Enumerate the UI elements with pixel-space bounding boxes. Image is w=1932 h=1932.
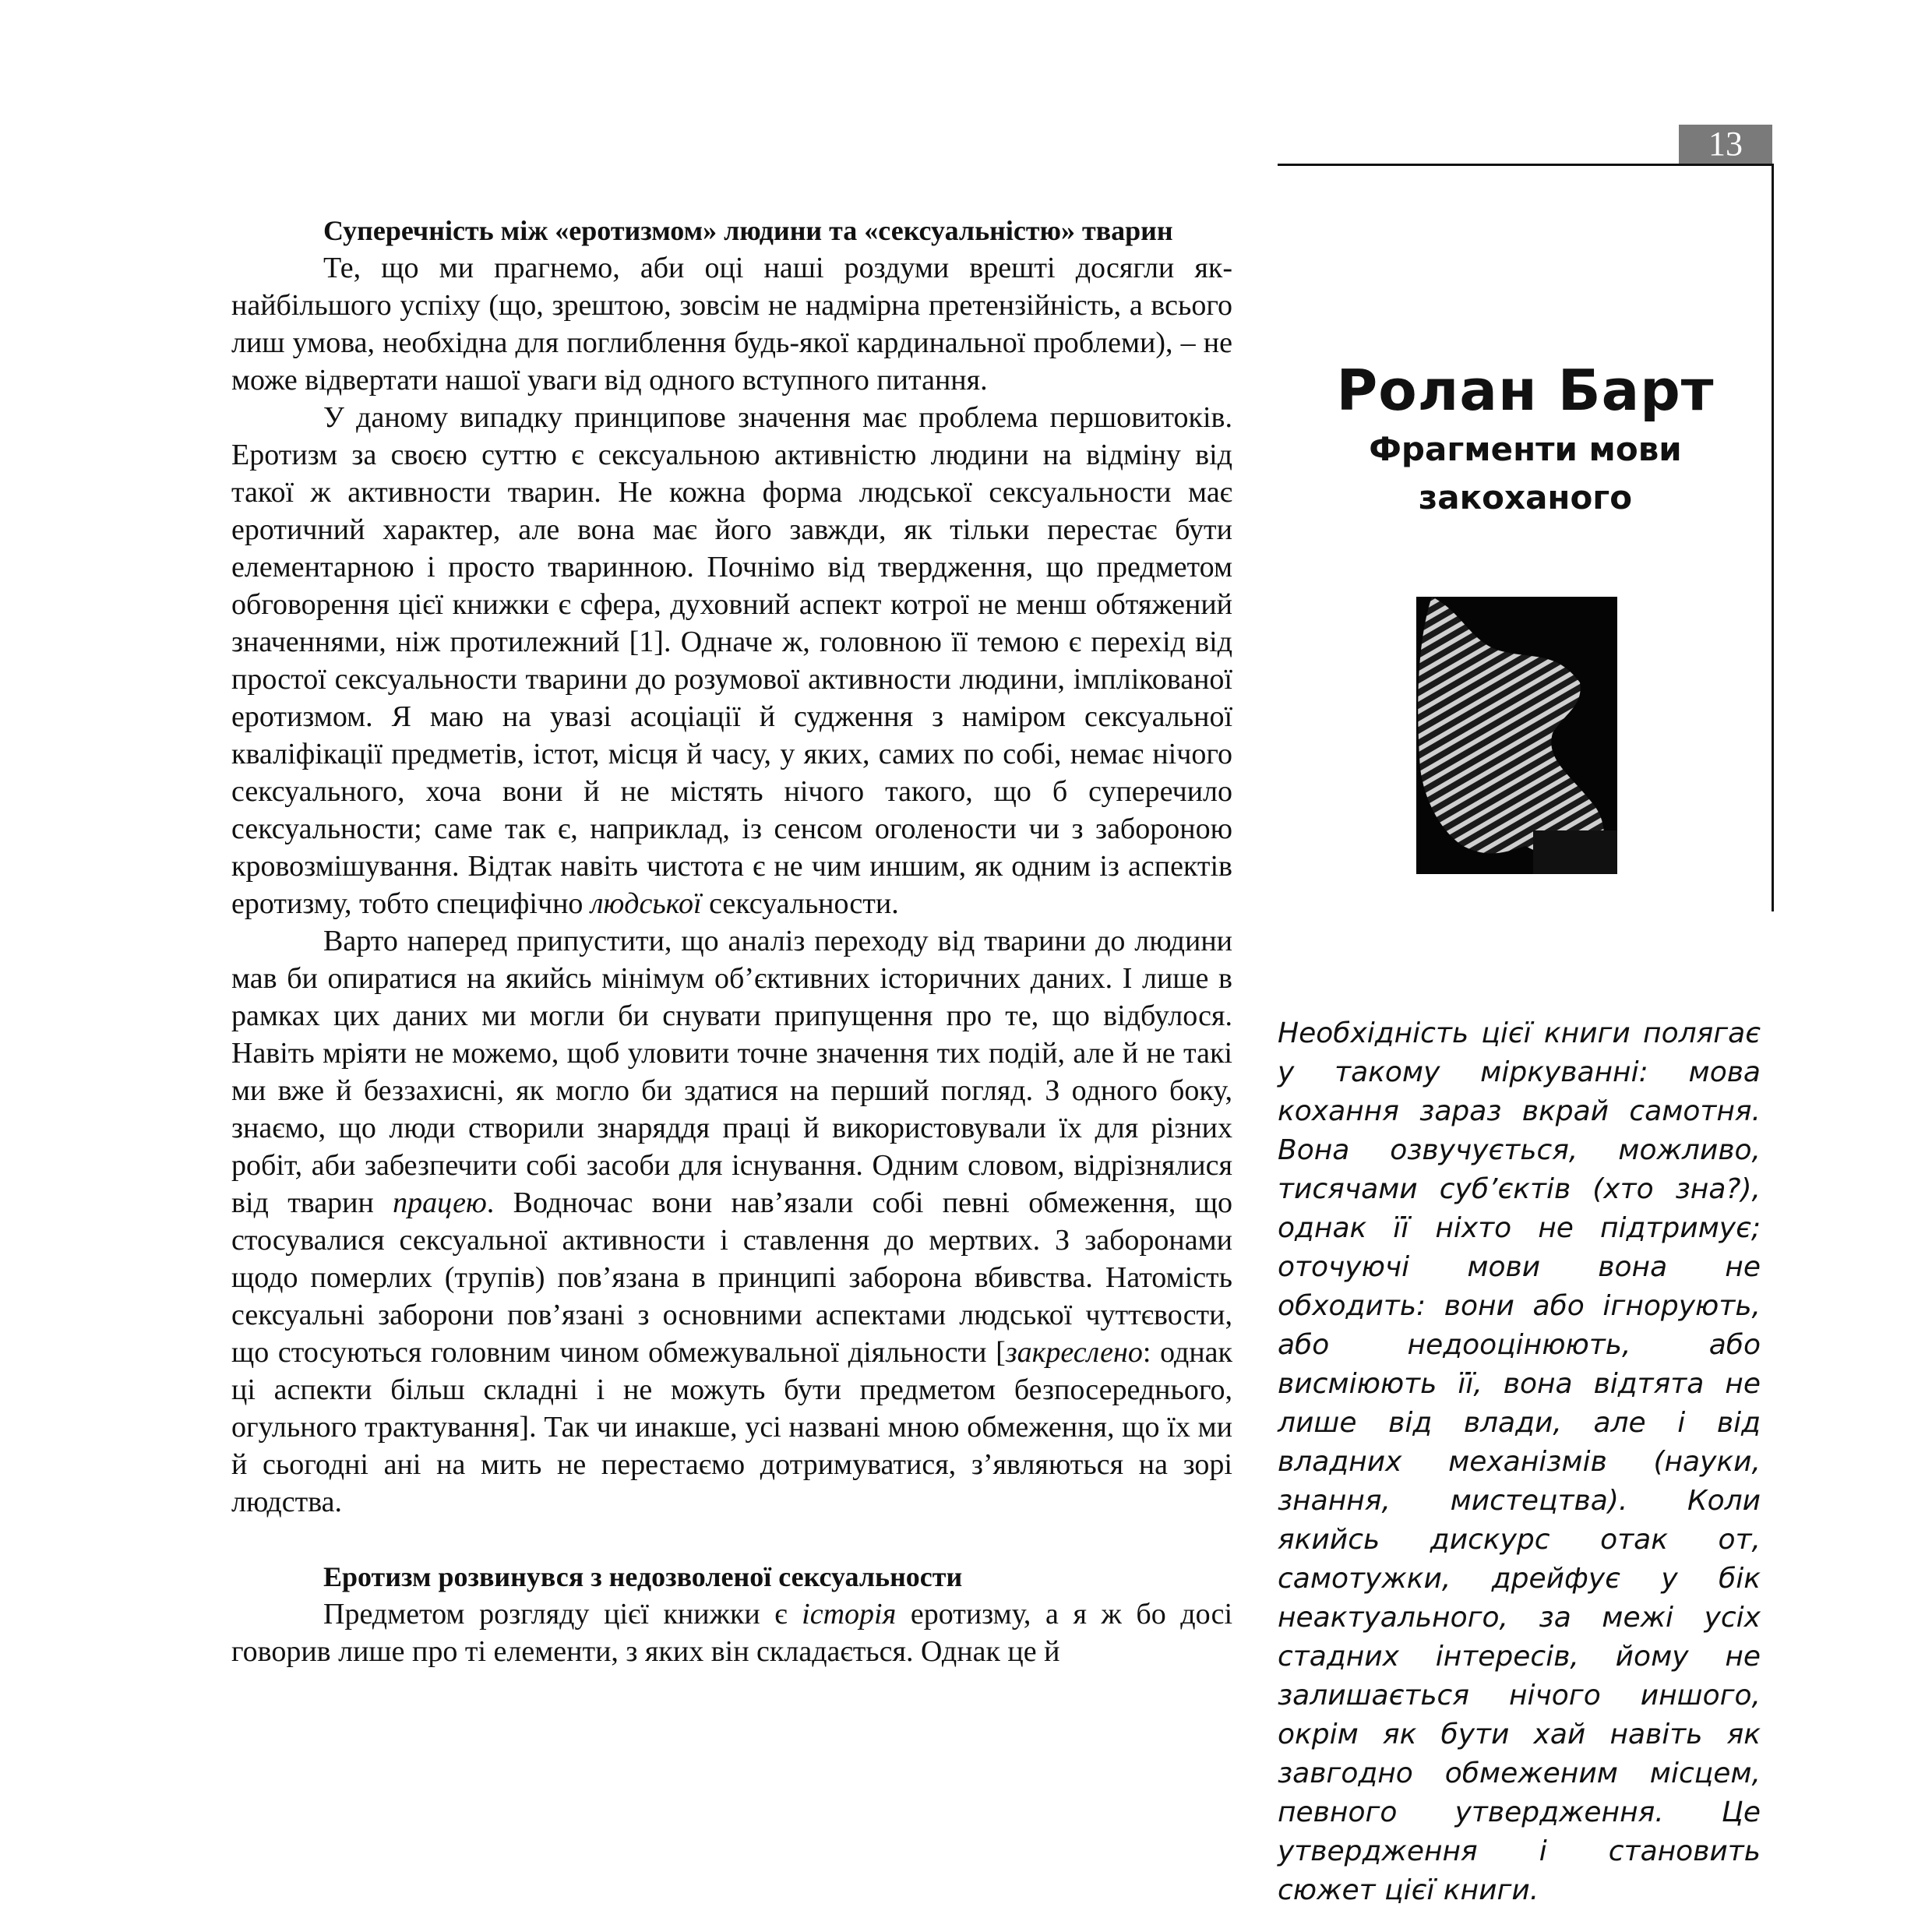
book-cover-photo (1416, 597, 1617, 874)
main-column (231, 212, 1232, 1670)
book-title-line: закоханого (1418, 478, 1633, 516)
paragraph-text: Предметом розгляду цієї книжки є (323, 1598, 802, 1631)
paragraph-text: еротизму, а я ж бо досі говорив лише про ті елементи, з яких він складається. Однак це й (231, 1598, 1232, 1668)
paragraph-text: . Водночас вони нав’язали собі певні обмеження, що стосувалися сексуальної активности і ставлення до мертвих. З заборонами щодо померлих (трупів) пов’язана в принципі заборона вбивства. Натомість сексуальні заборони пов’язані з основними аспектами людської чуттєвости, що стосуються головним чином обмежувальної діяльности [ (231, 1186, 1232, 1369)
paragraph (231, 399, 1232, 922)
paragraph (231, 1595, 1232, 1670)
paragraph-text: сексуальности. (701, 887, 899, 920)
emphasis: історія (802, 1598, 897, 1631)
sidebar-title (1278, 355, 1773, 522)
emphasis: працею (393, 1186, 487, 1219)
paragraph (231, 922, 1232, 1521)
page-number: 13 (1679, 125, 1772, 164)
section-heading: Еротизм розвинувся з недозволеної сексуальности (323, 1561, 963, 1592)
section-gap (231, 1521, 1232, 1558)
paragraph-text: : однак ці аспекти більш складні і не можуть бути предметом безпосереднього, огульного трактування]. Так чи инакше, усі названі мною обмеження, що їх ми й сьогодні ані на мить не перестаємо дотримуватися, з’являються на зорі людства. (231, 1336, 1232, 1518)
author-name: Ролан Барт (1336, 358, 1715, 423)
emphasis: людської (590, 887, 702, 920)
section-heading: Суперечність між «еротизмом» людини та «сексуальністю» тварин (323, 215, 1173, 246)
sidebar-rule (1772, 164, 1774, 911)
photo-figure-illustration (1416, 597, 1617, 874)
emphasis: закреслено (1005, 1336, 1143, 1369)
paragraph-text: У даному випадку принципове значення має проблема першовитоків. Еротизм за своєю суттю є сексуальною активністю людини на відміну від такої ж активности тварин. Не кожна форма людської сексуальности має еротичний характер, але вона має його завжди, як тільки перестає бути елементарною і просто тваринною. Почнімо від твердження, що предметом обговорення цієї книжки є сфера, духовний аспект котрої не менш обтяжений значеннями, ніж протилежний [1]. Одначе ж, головною її темою є перехід від простої сексуальности тварини до розумової активности людини, імплікованої еротизмом. Я маю на увазі асоціації й судження з наміром сексуальної кваліфікації предметів, істот, місця й часу, у яких, самих по собі, немає нічого сексуального, хоча вони й не містять нічого такого, що б суперечило сексуальности; саме так є, наприклад, із сенсом оголености чи з забороною кровозмішування. Відтак навіть чистота є не чим иншим, як одним із аспектів еротизму, тобто специфічно (231, 401, 1232, 920)
header-rule (1278, 164, 1773, 166)
paragraph: Те, що ми прагнемо, аби оці наші роздуми врешті досягли як-найбільшого успіху (що, зрештою, зовсім не надмірна претензійність, а всього лиш умова, необхідна для поглиблення будь-якої кардинальної проблеми), – не може відвертати нашої уваги від одного вступного питання. (231, 252, 1232, 397)
paragraph-text: Варто наперед припустити, що аналіз переходу від тварини до людини мав би опиратися на якийсь мінімум об’єктивних історичних даних. І лише в рамках цих даних ми могли би снувати припущення про те, що відбулося. Навіть мріяти не можемо, щоб уловити точне значення тих подій, але й не такі ми вже й беззахисні, як могло би здатися на перший погляд. З одного боку, знаємо, що люди створили знаряддя праці й використовували їх для різних робіт, аби забезпечити собі засоби для існування. Одним словом, відрізнялися від тварин (231, 925, 1232, 1219)
sidebar-quote: Необхідність цієї книги полягає у такому міркуванні: мова кохання зараз вкрай самотня. Вона озвучується, можливо, тисячами суб’єктів (хто зна?), однак її ніхто не підтримує; оточуючі мови вона не обходить: вони або ігнорують, або недооцінюють, або висміюють її, вона відтята не лише від влади, але і від владних механізмів (науки, знання, мистецтва). Коли якийсь дискурс отак от, самотужки, дрейфує у бік неактуального, за межі усіх стадних інтересів, йому не залишається нічого иншого, окрім як бути хай навіть як завгодно обмеженим місцем, певного утвердження. Це утвердження і становить сюжет цієї книги. (1278, 1017, 1761, 1906)
book-title-line: Фрагменти мови (1369, 430, 1682, 468)
